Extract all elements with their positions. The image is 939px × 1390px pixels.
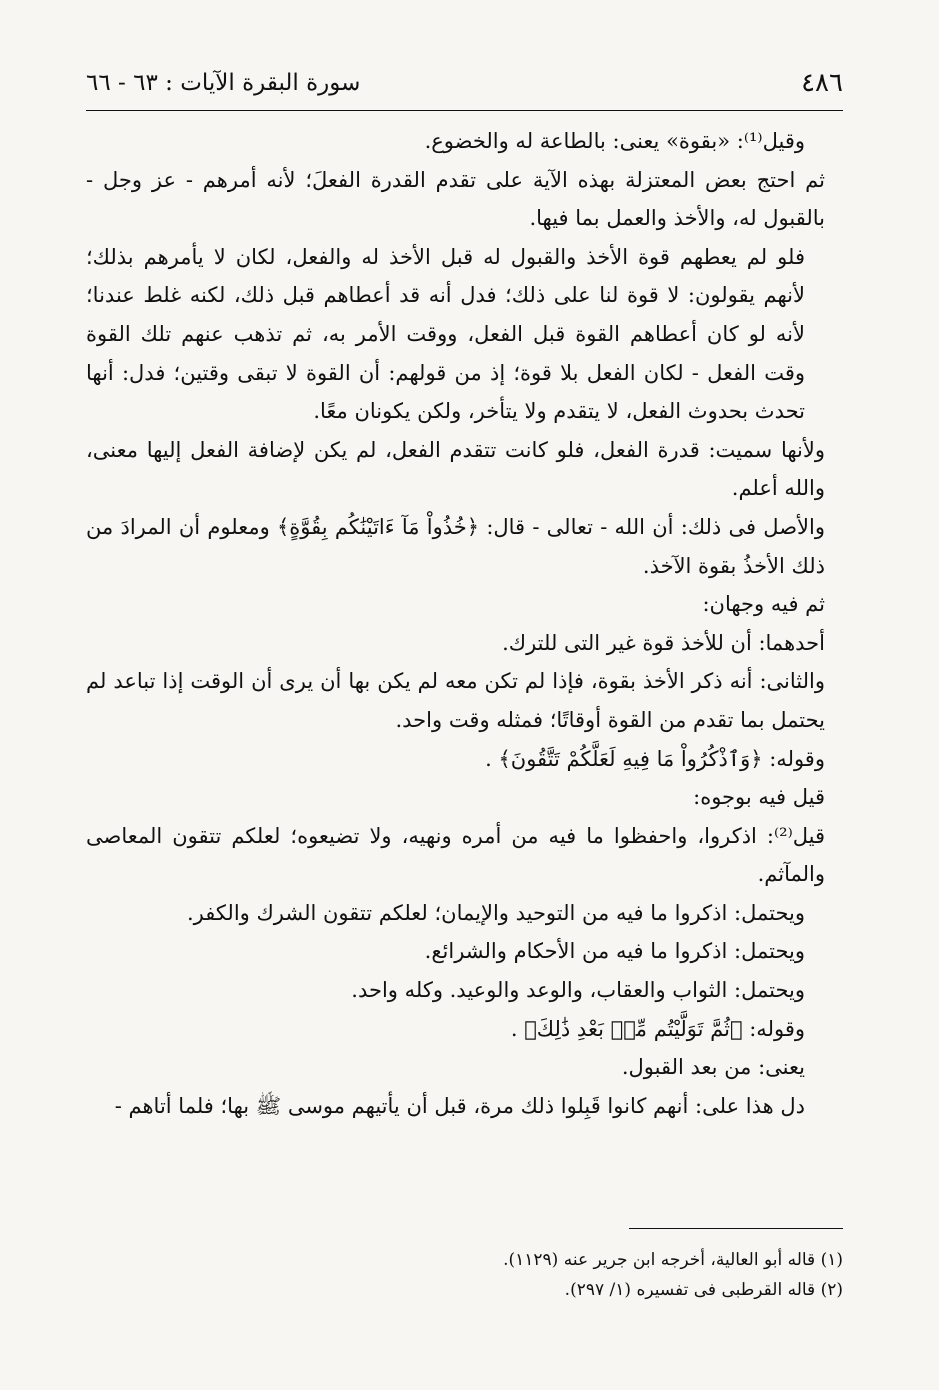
paragraph: أحدهما: أن للأخذ قوة غير التى للترك. [502, 630, 825, 655]
paragraph: دل هذا على: أنهم كانوا قَبِلوا ذلك مرة، قبل أن يأتيهم موسى ﷺ بها؛ فلما أتاهم - [114, 1093, 805, 1118]
main-text [86, 122, 843, 1125]
paragraph: فلو لم يعطهم قوة الأخذ والقبول له قبل الأخذ له والفعل، لكان لا يأمرهم بذلك؛ لأنهم يقولون: لا قوة لنا على ذلك؛ فدل أنه قد أعطاهم قبل ذلك، لكنه غلط عندنا؛ لأنه لو كان أعطاهم القوة قبل الفعل، ووقت الأمر به، ثم تذهب عنهم تلك القوة وقت الفعل - لكان الفعل بلا قوة؛ إذ من قولهم: أن القوة لا تبقى وقتين؛ فدل: أنها تحدث بحدوث الفعل، لا يتقدم ولا يتأخر، ولكن يكونان معًا. [86, 244, 805, 424]
paragraph: وقيل⁽¹⁾: «بقوة» يعنى: بالطاعة له والخضوع. [424, 129, 805, 153]
paragraph: ويحتمل: اذكروا ما فيه من التوحيد والإيمان؛ لعلكم تتقون الشرك والكفر. [186, 900, 805, 925]
page-number: ٤٨٦ [801, 68, 843, 98]
paragraph: يعنى: من بعد القبول. [621, 1055, 805, 1080]
paragraph: ثم احتج بعض المعتزلة بهذه الآية على تقدم القدرة الفعلَ؛ لأنه أمرهم - عز وجل - بالقبول له، والأخذ والعمل بما فيها. [86, 167, 825, 231]
paragraph: ويحتمل: اذكروا ما فيه من الأحكام والشرائع. [424, 939, 805, 964]
paragraph: والثانى: أنه ذكر الأخذ بقوة، فإذا لم تكن معه لم يكن بها أن يرى أن الوقت إذا تباعد لم يحتمل بما تقدم من القوة أوقاتًا؛ فمثله وقت واحد. [86, 669, 825, 732]
paragraph: قيل⁽²⁾: اذكروا، واحفظوا ما فيه من أمره ونهيه، ولا تضيعوه؛ لعلكم تتقون المعاصى والمآثم. [86, 823, 825, 887]
page-header [86, 66, 843, 111]
paragraph: ثم فيه وجهان: [702, 592, 825, 617]
paragraph: وقوله: ﴿وَٱذْكُرُواْ مَا فِيهِ لَعَلَّكُمْ تَتَّقُونَ﴾ . [485, 746, 825, 771]
paragraph: والأصل فى ذلك: أن الله - تعالى - قال: ﴿خُذُواْ مَآ ءَاتَيْنَٰكُم بِقُوَّةٍ﴾ ومعلوم أن المرادَ من ذلك الأخذُ بقوة الآخذ. [86, 514, 825, 578]
paragraph: ولأنها سميت: قدرة الفعل، فلو كانت تتقدم الفعل، لم يكن لإضافة الفعل إليها معنى، والله أعلم. [86, 437, 825, 501]
footnote-separator [629, 1228, 843, 1229]
running-title: سورة البقرة الآيات : ٦٣ - ٦٦ [86, 70, 361, 96]
footnote: (٢) قاله القرطبى فى تفسيره (١/ ٢٩٧). [564, 1280, 843, 1300]
paragraph: ويحتمل: الثواب والعقاب، والوعد والوعيد. وكله واحد. [351, 978, 805, 1003]
paragraph: وقوله: ﴿ثُمَّ تَوَلَّيْتُم مِّنۢ بَعْدِ ذَٰلِكَ﴾ . [510, 1016, 805, 1041]
paragraph: قيل فيه بوجوه: [693, 785, 825, 810]
footnote: (١) قاله أبو العالية، أخرجه ابن جرير عنه (١١٢٩). [503, 1250, 843, 1270]
footnotes [86, 1245, 843, 1305]
